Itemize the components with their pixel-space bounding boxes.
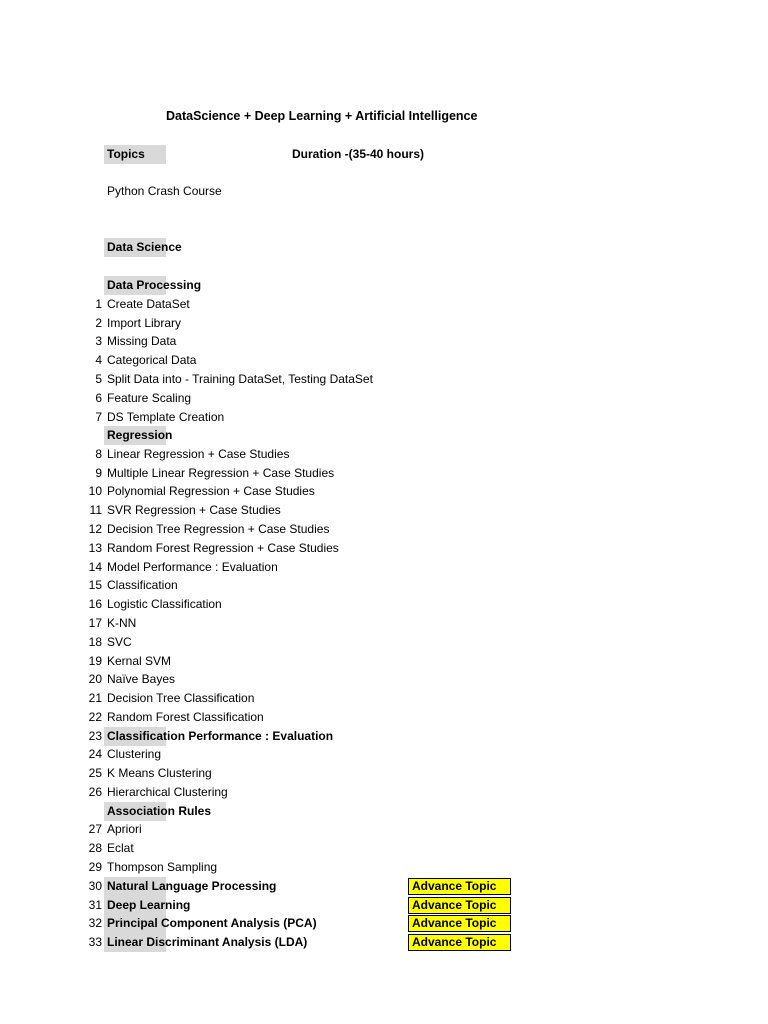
advance-topic-badge: Advance Topic [408, 897, 511, 914]
item-number: 15 [88, 578, 102, 592]
list-item: Classification Performance : Evaluation [107, 729, 334, 743]
list-item: SVR Regression + Case Studies [107, 503, 281, 517]
section-data-processing: Data Processing [107, 278, 202, 292]
item-number: 14 [88, 560, 102, 574]
list-item: Apriori [107, 822, 142, 836]
list-item: Import Library [107, 316, 182, 330]
topics-header: Topics [107, 147, 145, 161]
item-number: 2 [95, 316, 102, 330]
list-item: Eclat [107, 841, 134, 855]
list-item: Create DataSet [107, 297, 190, 311]
list-item: Random Forest Classification [107, 710, 264, 724]
item-number: 19 [88, 654, 102, 668]
list-item: K-NN [107, 616, 137, 630]
item-number: 8 [95, 447, 102, 461]
list-item: Principal Component Analysis (PCA) [107, 916, 317, 930]
python-crash-course: Python Crash Course [107, 184, 222, 198]
item-number: 11 [89, 503, 102, 517]
list-item: Split Data into - Training DataSet, Testing DataSet [107, 372, 373, 386]
item-number: 12 [88, 522, 102, 536]
list-item: Decision Tree Classification [107, 691, 255, 705]
item-number: 20 [88, 672, 102, 686]
list-item: Polynomial Regression + Case Studies [107, 484, 315, 498]
section-data-science: Data Science [107, 240, 182, 254]
item-number: 24 [88, 747, 102, 761]
item-number: 28 [88, 841, 102, 855]
item-number: 22 [88, 710, 102, 724]
list-item: Thompson Sampling [107, 860, 218, 874]
item-number: 30 [88, 879, 102, 893]
list-item: Categorical Data [107, 353, 197, 367]
list-item: Random Forest Regression + Case Studies [107, 541, 339, 555]
item-number: 26 [88, 785, 102, 799]
item-number: 23 [88, 729, 102, 743]
item-number: 4 [95, 353, 102, 367]
item-number: 31 [88, 898, 102, 912]
list-item: Hierarchical Clustering [107, 785, 228, 799]
item-number: 7 [95, 410, 102, 424]
item-number: 3 [95, 334, 102, 348]
list-item: Missing Data [107, 334, 177, 348]
item-number: 5 [95, 372, 102, 386]
list-item: Deep Learning [107, 898, 191, 912]
advance-topic-badge: Advance Topic [408, 878, 511, 895]
duration-label: Duration -(35-40 hours) [292, 147, 425, 161]
list-item: Naïve Bayes [107, 672, 176, 686]
item-number: 17 [88, 616, 102, 630]
list-item: Natural Language Processing [107, 879, 277, 893]
list-item: Kernal SVM [107, 654, 172, 668]
advance-topic-badge: Advance Topic [408, 934, 511, 951]
list-item: Decision Tree Regression + Case Studies [107, 522, 330, 536]
document-title: DataScience + Deep Learning + Artificial Intelligence [166, 109, 478, 123]
list-item: Logistic Classification [107, 597, 222, 611]
item-number: 16 [88, 597, 102, 611]
list-item: Multiple Linear Regression + Case Studies [107, 466, 335, 480]
item-number: 29 [88, 860, 102, 874]
list-item: Clustering [107, 747, 162, 761]
section-regression: Regression [107, 428, 173, 442]
list-item: Linear Regression + Case Studies [107, 447, 290, 461]
item-number: 10 [88, 484, 102, 498]
advance-topic-badge: Advance Topic [408, 915, 511, 932]
list-item: SVC [107, 635, 132, 649]
list-item: K Means Clustering [107, 766, 212, 780]
list-item: DS Template Creation [107, 410, 225, 424]
item-number: 18 [88, 635, 102, 649]
item-number: 1 [95, 297, 102, 311]
item-number: 21 [88, 691, 102, 705]
list-item: Feature Scaling [107, 391, 192, 405]
item-number: 32 [88, 916, 102, 930]
item-number: 13 [88, 541, 102, 555]
item-number: 27 [88, 822, 102, 836]
item-number: 6 [95, 391, 102, 405]
list-item: Linear Discriminant Analysis (LDA) [107, 935, 308, 949]
item-number: 9 [95, 466, 102, 480]
section-association-rules: Association Rules [107, 804, 212, 818]
list-item: Classification [107, 578, 178, 592]
item-number: 33 [88, 935, 102, 949]
list-item: Model Performance : Evaluation [107, 560, 278, 574]
item-number: 25 [88, 766, 102, 780]
